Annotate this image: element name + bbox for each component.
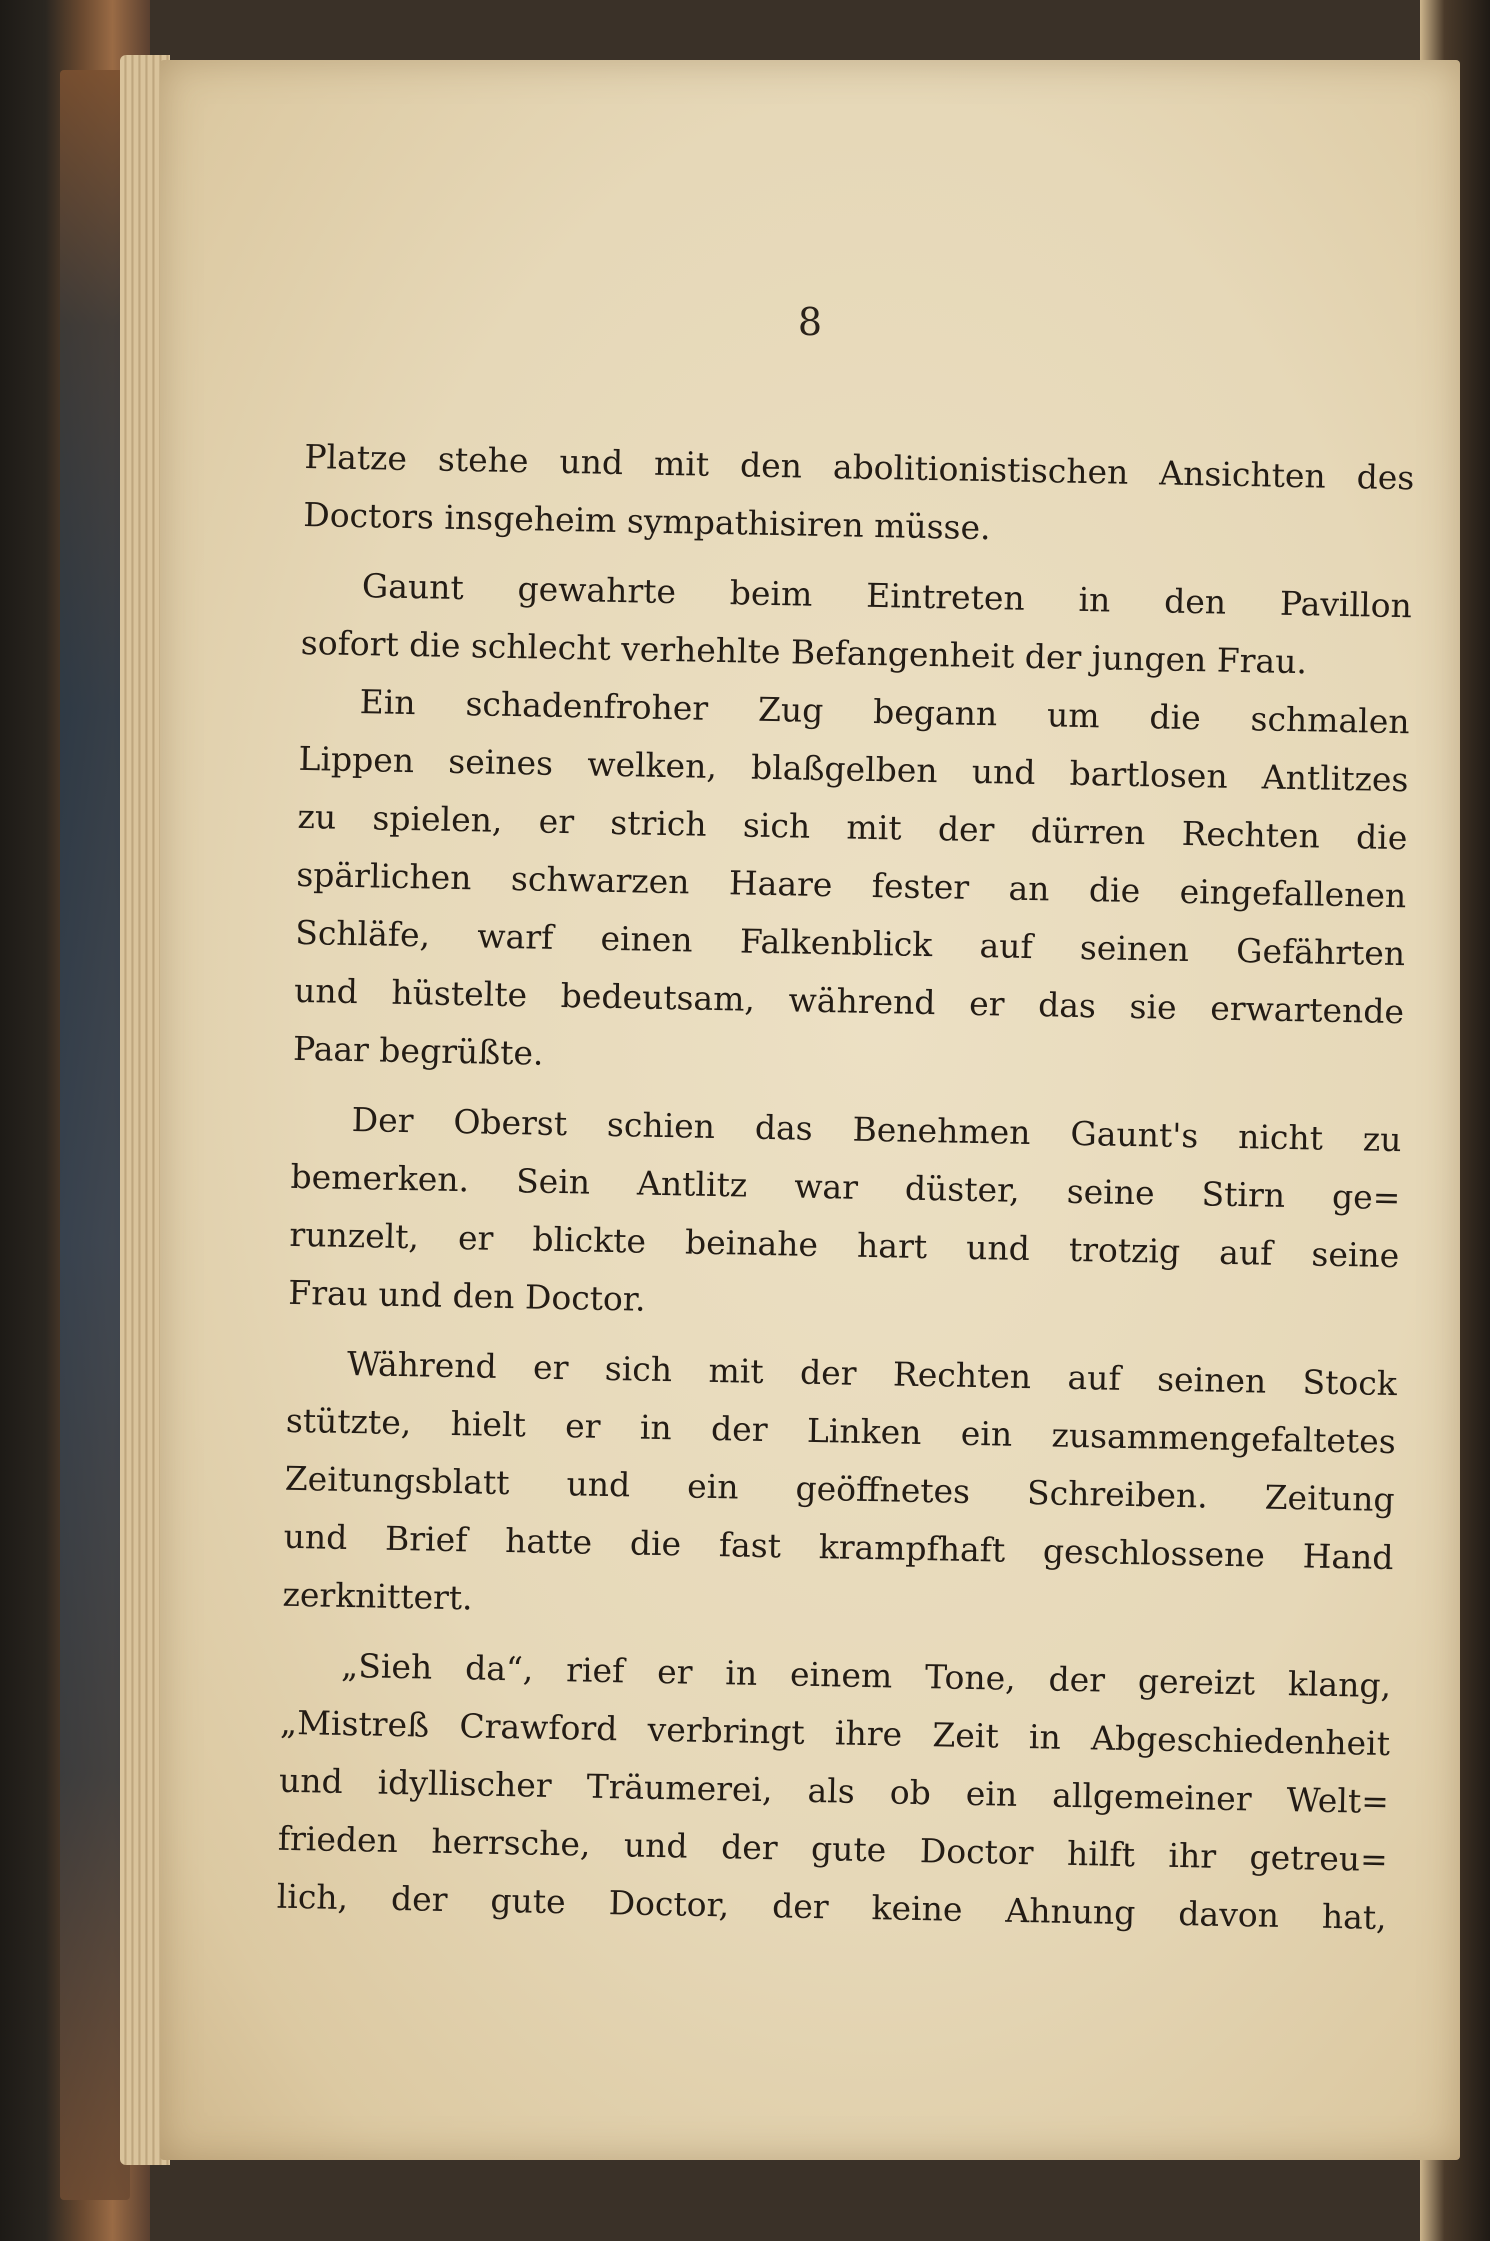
text-line: stützte, hielt er in der Linken ein zusammengefaltetes	[285, 1400, 1397, 1462]
text-line: runzelt, er blickte beinahe hart und trotzig auf seine	[289, 1214, 1400, 1276]
text-line: und Brief hatte die fast krampfhaft geschlossene Hand	[283, 1516, 1394, 1578]
text-line: zerknittert.	[282, 1574, 474, 1618]
text-line: bemerken. Sein Antlitz war düster, seine Stirn ge=	[290, 1156, 1401, 1218]
text-line: Gaunt gewahrte beim Eintreten in den Pavillon	[361, 566, 1413, 626]
text-line: Platze stehe und mit den abolitionistischen Ansichten des	[304, 436, 1415, 498]
page-text-block	[276, 428, 1415, 1947]
text-line: Doctors insgeheim sympathisiren müsse.	[302, 494, 991, 548]
text-line: zu spielen, er strich sich mit der dürren Rechten die	[297, 796, 1408, 858]
text-line: Paar begrüßte.	[292, 1028, 544, 1073]
text-line: sofort die schlecht verhehlte Befangenheit der jungen Frau.	[300, 622, 1308, 682]
text-line: frieden herrsche, und der gute Doctor hilft ihr getreu=	[277, 1818, 1389, 1880]
text-line: lich, der gute Doctor, der keine Ahnung davon hat,	[276, 1876, 1387, 1938]
text-line: „Sieh da“, rief er in einem Tone, der gereizt klang,	[340, 1645, 1392, 1706]
text-line: spärlichen schwarzen Haare fester an die eingefallenen	[296, 854, 1407, 916]
text-line: und idyllischer Träumerei, als ob ein allgemeiner Welt=	[278, 1760, 1390, 1822]
text-line: Lippen seines welken, blaßgelben und bartlosen Antlitzes	[298, 738, 1409, 800]
text-line: Frau und den Doctor.	[288, 1272, 646, 1319]
text-line: Der Oberst schien das Benehmen Gaunt's nicht zu	[351, 1100, 1402, 1160]
page-number: 8	[797, 300, 823, 344]
text-line: „Mistreß Crawford verbringt ihre Zeit in Abgeschiedenheit	[279, 1702, 1391, 1764]
book-page	[160, 60, 1460, 2160]
text-line: Während er sich mit der Rechten auf seinen Stock	[346, 1343, 1398, 1404]
text-line: Schläfe, warf einen Falkenblick auf seinen Gefährten	[294, 912, 1406, 974]
text-line: Ein schadenfroher Zug begann um die schmalen	[359, 682, 1410, 742]
text-line: Zeitungsblatt und ein geöffnetes Schreiben. Zeitung	[284, 1458, 1396, 1520]
text-line: und hüstelte bedeutsam, während er das sie erwartende	[293, 970, 1405, 1032]
